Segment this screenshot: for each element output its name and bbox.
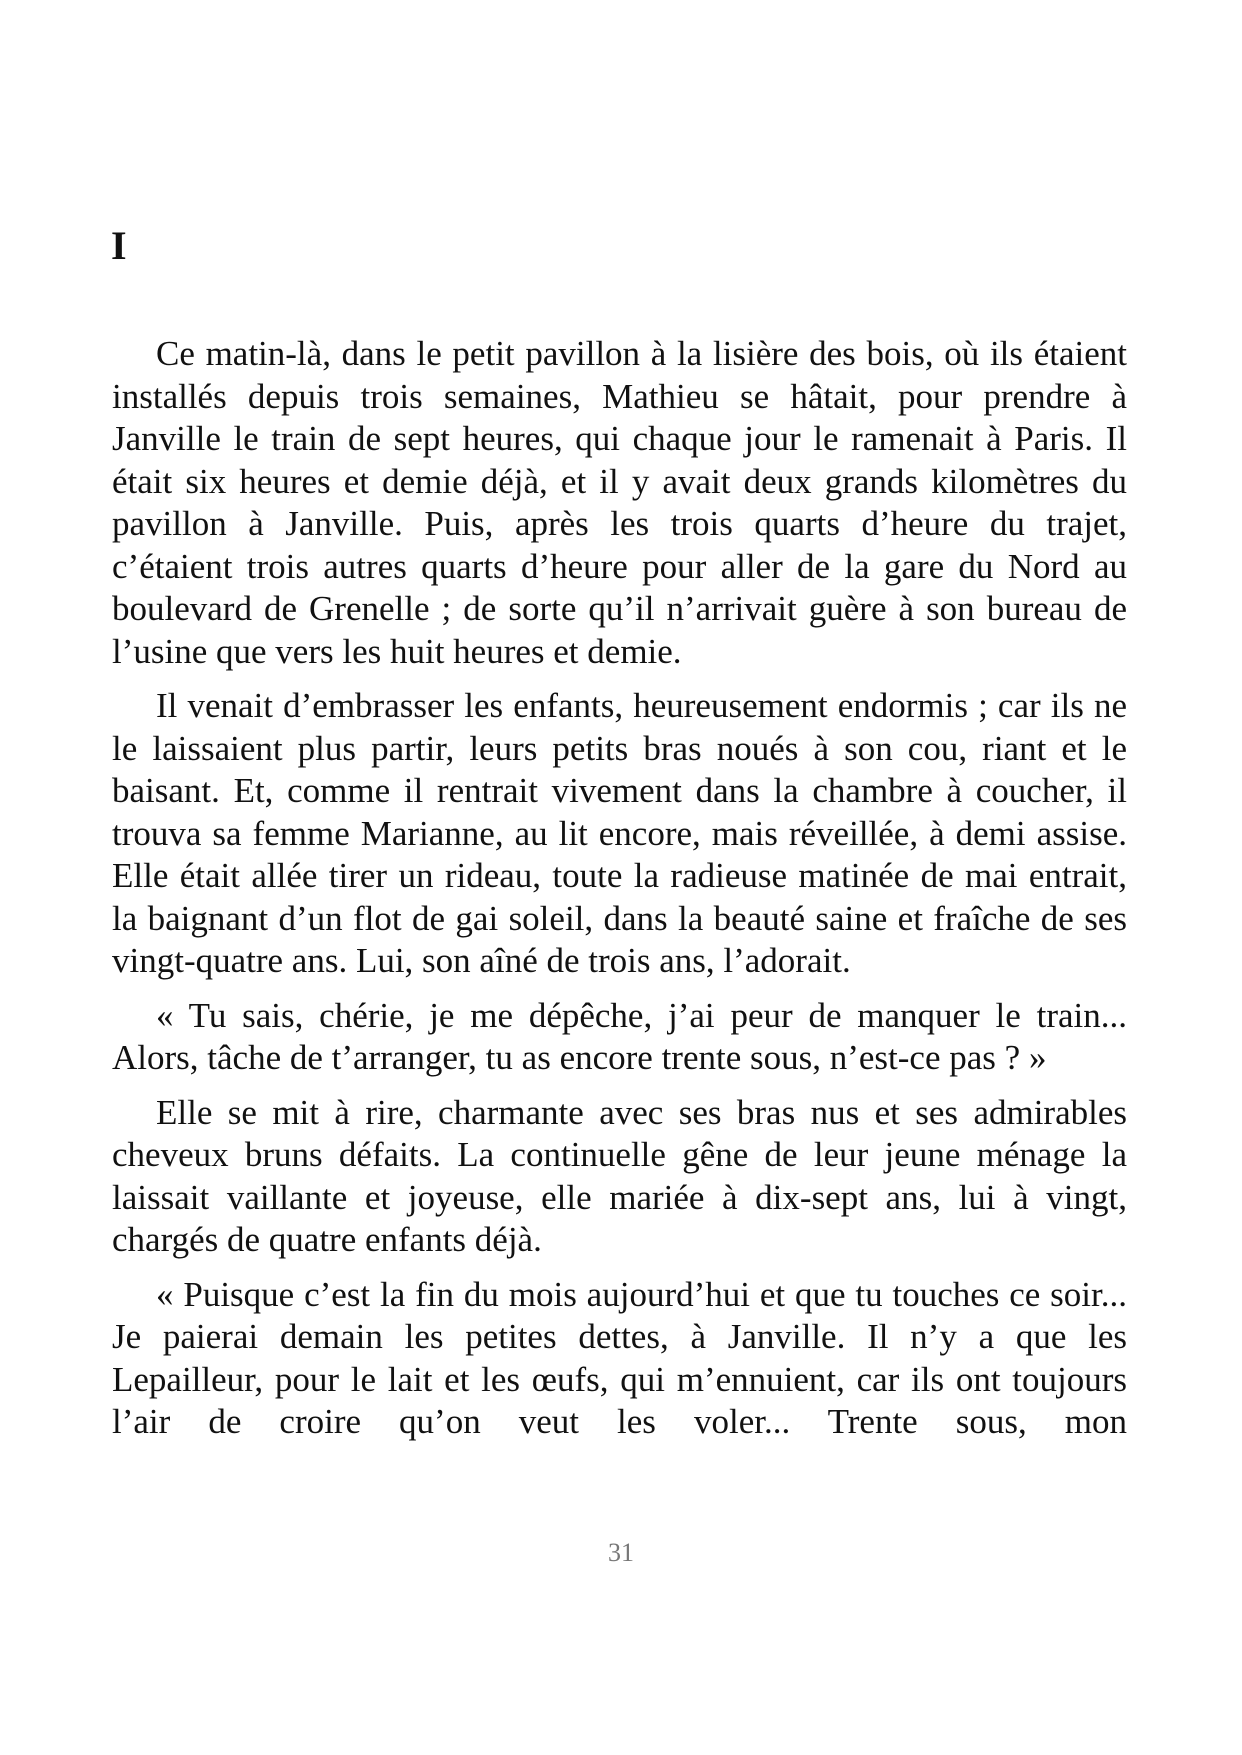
paragraph-3: « Tu sais, chérie, je me dépêche, j’ai peur de manquer le train... Alors, tâche de t’arranger, tu as encore trente sous, n’est-ce pas ? »: [112, 995, 1127, 1077]
chapter-text: [112, 333, 1127, 1456]
paragraph-4: Elle se mit à rire, charmante avec ses bras nus et ses admirables cheveux bruns défaits. La continuelle gêne de leur jeune ménage la laissait vaillante et joyeuse, elle mariée à dix-sept ans, lui à vingt, chargés de quatre enfants déjà.: [112, 1092, 1127, 1259]
chapter-number: I: [111, 223, 127, 268]
paragraph-1: Ce matin-là, dans le petit pavillon à la lisière des bois, où ils étaient installés depuis trois semaines, Mathieu se hâtait, pour prendre à Janville le train de sept heures, qui chaque jour le ramenait à Paris. Il était six heures et demie déjà, et il y avait deux grands kilomètres du pavillon à Janville. Puis, après les trois quarts d’heure du trajet, c’étaient trois autres quarts d’heure pour aller de la gare du Nord au boulevard de Grenelle ; de sorte qu’il n’arrivait guère à son bureau de l’usine que vers les huit heures et demie.: [112, 334, 1127, 671]
paragraph-5: « Puisque c’est la fin du mois aujourd’hui et que tu touches ce soir... Je paierai demain les petites dettes, à Janville. Il n’y a que les Lepailleur, pour le lait et les œufs, qui m’ennuient, car ils ont toujours l’air de croire qu’on veut les voler... Trente sous, mon: [112, 1274, 1127, 1441]
page-number: 31: [608, 1538, 634, 1567]
paragraph-2: Il venait d’embrasser les enfants, heureusement endormis ; car ils ne le laissaient plus partir, leurs petits bras noués à son cou, riant et le baisant. Et, comme il rentrait vivement dans la chambre à coucher, il trouva sa femme Marianne, au lit encore, mais réveillée, à demi assise. Elle était allée tirer un rideau, toute la radieuse matinée de mai entrait, la baignant d’un flot de gai soleil, dans la beauté saine et fraîche de ses vingt-quatre ans. Lui, son aîné de trois ans, l’adorait.: [112, 686, 1127, 980]
